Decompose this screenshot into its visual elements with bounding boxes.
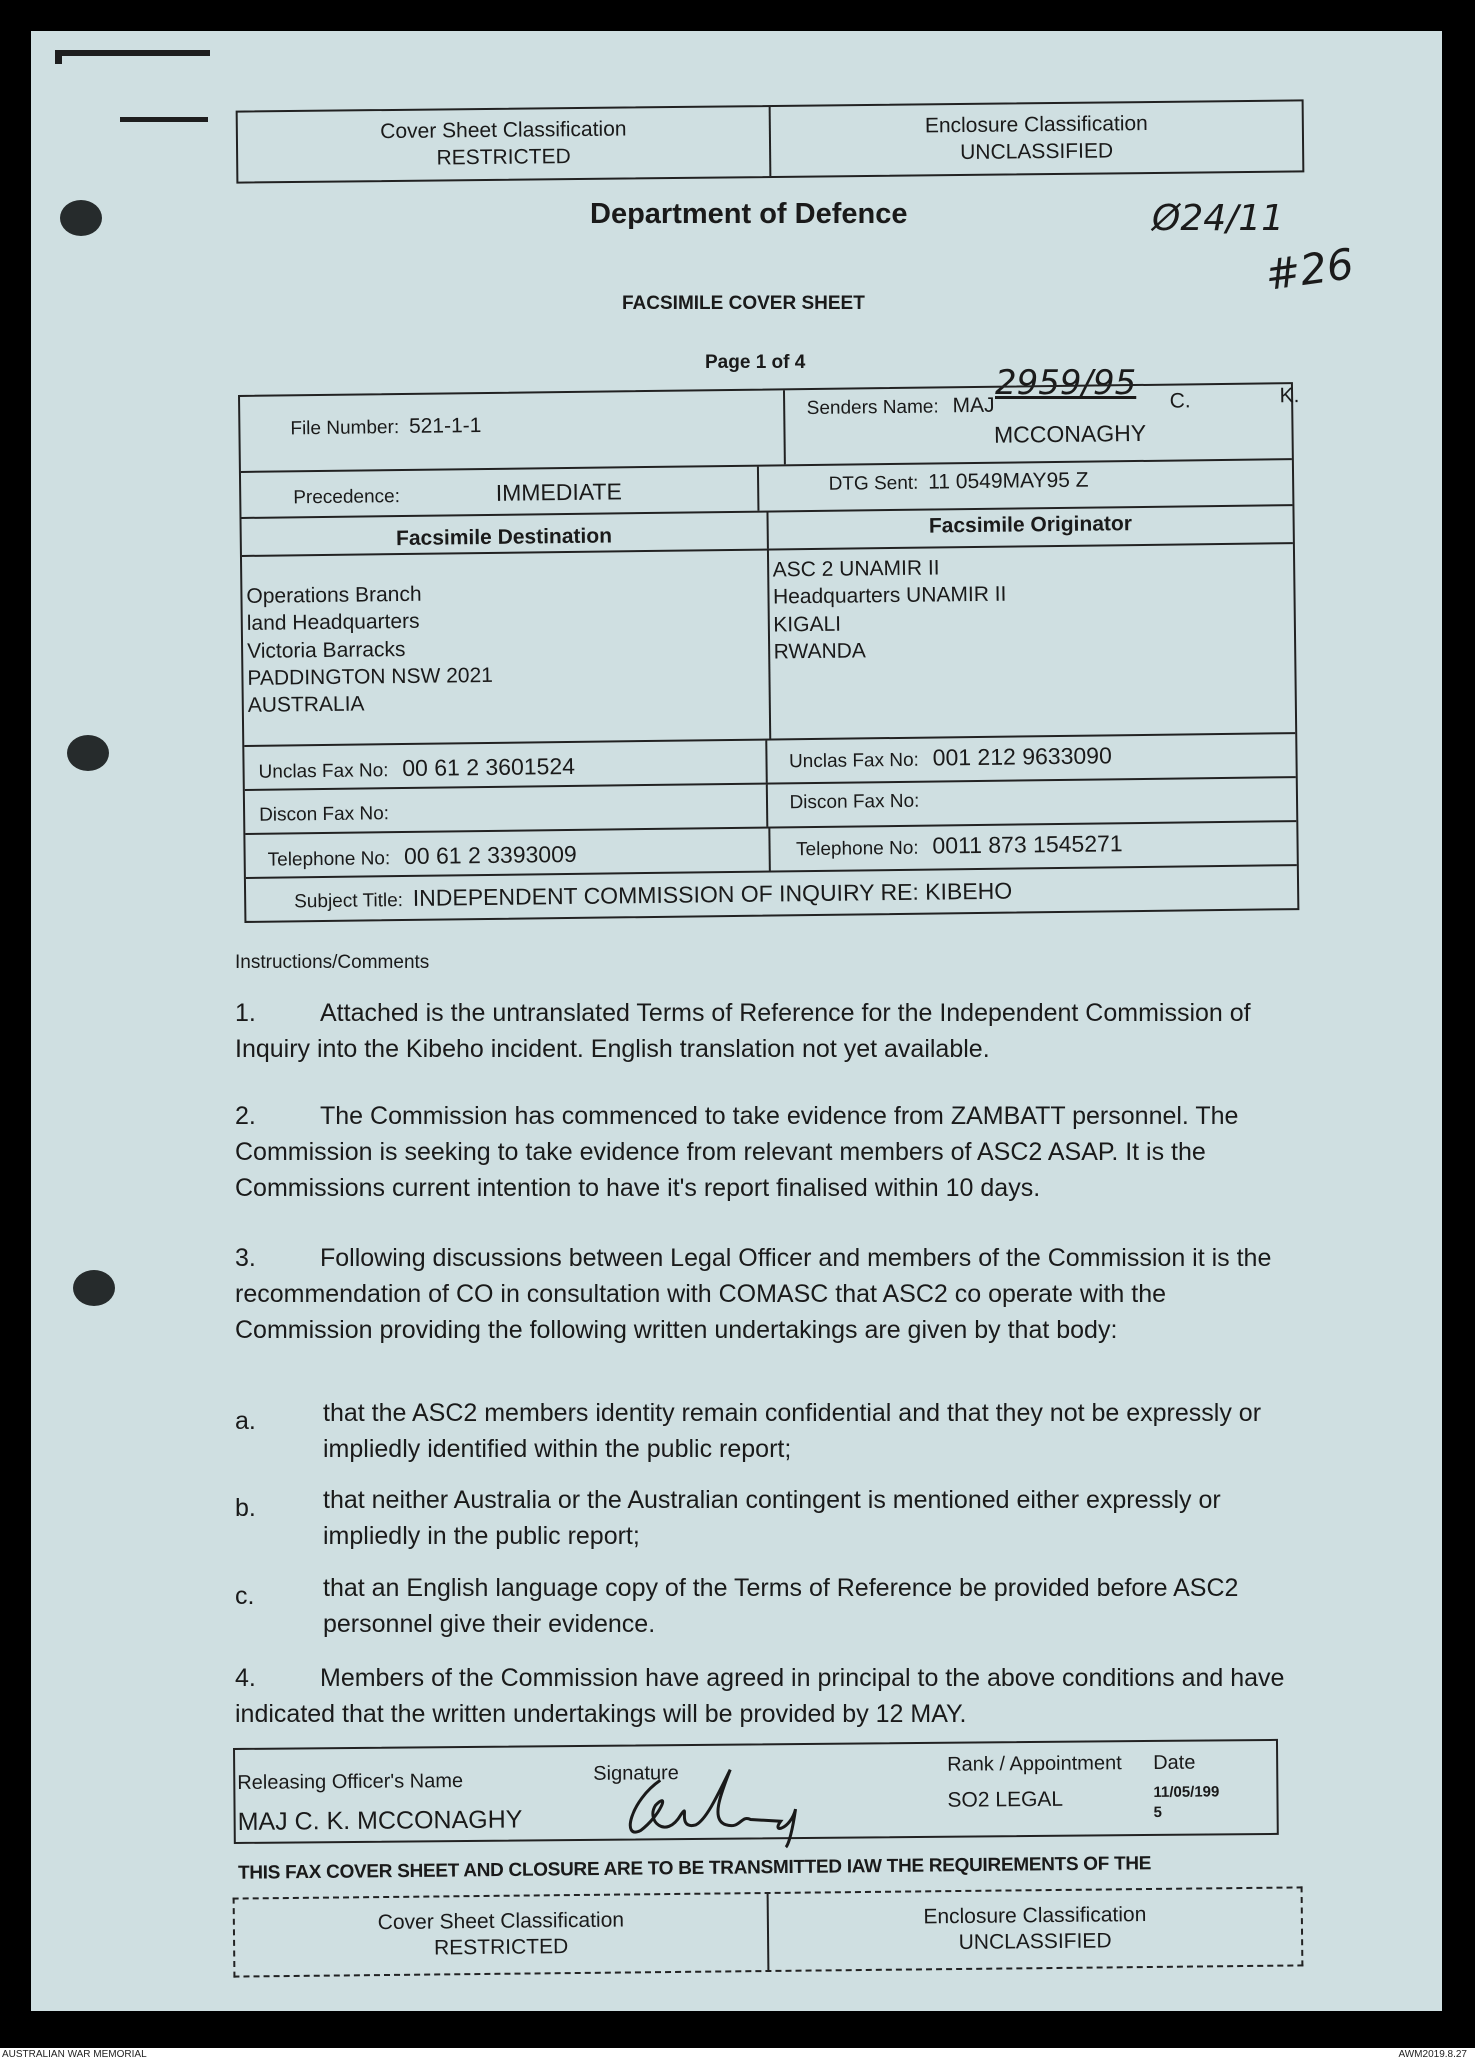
date-value-line-1: 11/05/199 — [1153, 1783, 1220, 1801]
signature-scribble — [620, 1759, 811, 1851]
footer-enclosure-classification-value: UNCLASSIFIED — [958, 1929, 1112, 1955]
handwritten-number-tag: #26 — [1262, 239, 1357, 300]
dest-unclas-fax-value: 00 61 2 3601524 — [402, 752, 576, 782]
file-number-value: 521-1-1 — [408, 414, 482, 438]
sub-item-text: that neither Australia or the Australian contingent is mentioned either expressly or impliedly in the public report; — [323, 1486, 1221, 1550]
paragraph-text: Following discussions between Legal Officer and members of the Commission it is the recommendation of CO in consultation with COMASC that ASC2 co operate with the Commission providing the following written undertakings are given by that body: — [235, 1244, 1272, 1344]
originator-line: KIGALI — [773, 612, 842, 637]
senders-name-surname: MCCONAGHY — [993, 419, 1147, 448]
senders-name-initial-2: K. — [1279, 384, 1300, 408]
punch-hole-1 — [60, 200, 102, 236]
destination-line: Victoria Barracks — [246, 637, 406, 663]
archive-footer — [0, 2048, 1475, 2061]
corner-mark-top — [55, 50, 210, 56]
cover-sheet-classification-label: Cover Sheet Classification — [380, 117, 627, 144]
footer-enclosure-classification — [767, 1888, 1302, 1970]
originator-line: ASC 2 UNAMIR II — [772, 556, 940, 582]
releasing-officer-label: Releasing Officer's Name — [237, 1769, 464, 1794]
corner-mark-top-tick — [55, 50, 62, 64]
cover-sheet-classification-value: RESTRICTED — [436, 144, 571, 169]
rank-appointment-value: SO2 LEGAL — [947, 1787, 1064, 1812]
file-number-label: File Number: — [290, 417, 400, 440]
page-title: Department of Defence — [590, 198, 908, 230]
orig-telephone-value: 0011 873 1545271 — [932, 830, 1123, 859]
subject-title-label: Subject Title: — [294, 890, 404, 913]
page-number: Page 1 of 4 — [705, 352, 806, 373]
bottom-classification-box — [233, 1886, 1304, 1977]
archive-footer-right: AWM2019.8.27 — [1398, 2049, 1467, 2060]
instructions-label: Instructions/Comments — [235, 952, 430, 973]
sub-item-c — [235, 1570, 1295, 1642]
corner-mark-second — [120, 117, 208, 122]
footer-cover-sheet-classification — [235, 1894, 768, 1976]
dest-telephone-value: 00 61 2 3393009 — [403, 840, 577, 870]
destination-address — [242, 551, 769, 745]
date-label: Date — [1153, 1751, 1196, 1774]
destination-line: Operations Branch — [246, 582, 422, 608]
dest-unclas-fax-label: Unclas Fax No: — [258, 760, 389, 783]
date-value-line-2: 5 — [1153, 1803, 1163, 1821]
orig-discon-fax-cell — [765, 778, 1296, 826]
orig-discon-fax-label: Discon Fax No: — [789, 790, 920, 814]
sub-item-a — [235, 1395, 1295, 1467]
orig-telephone-cell — [768, 822, 1297, 870]
footer-enclosure-classification-label: Enclosure Classification — [923, 1902, 1147, 1929]
releasing-officer-box — [233, 1739, 1279, 1844]
originator-line: Headquarters UNAMIR II — [772, 582, 1007, 609]
orig-unclas-fax-cell — [765, 734, 1296, 782]
punch-hole-2 — [67, 735, 109, 771]
destination-line: land Headquarters — [246, 610, 420, 636]
footer-cover-sheet-classification-value: RESTRICTED — [433, 1935, 569, 1960]
paragraph-4 — [235, 1660, 1295, 1732]
rank-appointment-label: Rank / Appointment — [947, 1752, 1122, 1776]
document-subtitle: FACSIMILE COVER SHEET — [622, 293, 865, 314]
senders-name-initial-1: C. — [1169, 389, 1191, 413]
precedence-cell — [241, 467, 757, 517]
dest-discon-fax-cell — [245, 785, 766, 833]
paragraph-1 — [235, 995, 1295, 1067]
sub-item-letter: b. — [235, 1494, 256, 1522]
punch-hole-3 — [73, 1270, 115, 1306]
paragraph-text: Members of the Commission have agreed in principal to the above conditions and have indicated that the written undertakings will be provided by 12 MAY. — [235, 1664, 1285, 1728]
fax-details-table — [238, 382, 1299, 923]
paragraph-number: 1. — [235, 999, 256, 1027]
dtg-sent-cell — [756, 460, 1292, 511]
paragraph-3 — [235, 1240, 1295, 1348]
paragraph-number: 3. — [235, 1244, 256, 1272]
enclosure-classification-label: Enclosure Classification — [924, 112, 1148, 138]
senders-name-label: Senders Name: — [806, 396, 939, 420]
cover-sheet-classification — [238, 107, 770, 182]
file-number-cell — [240, 390, 783, 471]
transmit-notice: THIS FAX COVER SHEET AND CLOSURE ARE TO BE TRANSMITTED IAW THE REQUIREMENTS OF THE — [237, 1853, 1152, 1884]
footer-cover-sheet-classification-label: Cover Sheet Classification — [377, 1908, 625, 1934]
sub-item-text: that the ASC2 members identity remain confidential and that they not be expressly or impliedly identified within the public report; — [323, 1399, 1262, 1463]
dtg-sent-label: DTG Sent: — [828, 472, 919, 495]
senders-name-rank: MAJ — [952, 393, 995, 418]
top-classification-box — [236, 99, 1305, 183]
handwritten-ref-top: Ø24/11 — [1152, 198, 1285, 239]
paragraph-number: 4. — [235, 1664, 256, 1692]
enclosure-classification — [769, 101, 1303, 176]
sub-item-b — [235, 1482, 1295, 1554]
paragraph-number: 2. — [235, 1102, 256, 1130]
destination-line: AUSTRALIA — [247, 692, 365, 718]
precedence-label: Precedence: — [293, 486, 401, 509]
enclosure-classification-value: UNCLASSIFIED — [960, 138, 1114, 164]
originator-address — [766, 544, 1295, 738]
orig-unclas-fax-value: 001 212 9633090 — [932, 742, 1112, 771]
dest-telephone-cell — [245, 829, 768, 877]
paragraph-2 — [235, 1098, 1295, 1206]
dest-discon-fax-label: Discon Fax No: — [259, 803, 390, 826]
sub-item-letter: c. — [235, 1582, 255, 1610]
dest-unclas-fax-cell — [244, 741, 765, 789]
orig-telephone-label: Telephone No: — [795, 837, 919, 861]
facsimile-destination-header: Facsimile Destination — [395, 524, 613, 551]
orig-unclas-fax-label: Unclas Fax No: — [788, 749, 920, 773]
precedence-value: IMMEDIATE — [495, 478, 622, 506]
destination-line: PADDINGTON NSW 2021 — [247, 663, 494, 690]
subject-title-value: INDEPENDENT COMMISSION OF INQUIRY RE: KIBEHO — [412, 877, 1013, 911]
originator-line: RWANDA — [773, 639, 866, 664]
dtg-sent-value: 11 0549MAY95 Z — [928, 468, 1089, 494]
facsimile-originator-header: Facsimile Originator — [766, 506, 1293, 548]
archive-footer-left: AUSTRALIAN WAR MEMORIAL — [2, 2049, 147, 2060]
dest-telephone-label: Telephone No: — [267, 848, 391, 871]
signature-label: Signature — [593, 1762, 679, 1785]
sub-item-text: that an English language copy of the Terms of Reference be provided before ASC2 personnel give their evidence. — [323, 1574, 1239, 1638]
handwritten-file-ref: 2959/95 — [995, 363, 1137, 403]
paragraph-text: The Commission has commenced to take evidence from ZAMBATT personnel. The Commission is seeking to take evidence from relevant members of ASC2 ASAP. It is the Commissions current intention to have it's report finalised within 10 days. — [235, 1102, 1239, 1202]
sub-item-letter: a. — [235, 1407, 256, 1435]
releasing-officer-value: MAJ C. K. MCCONAGHY — [237, 1805, 523, 1836]
senders-name-cell — [782, 384, 1300, 464]
paragraph-text: Attached is the untranslated Terms of Reference for the Independent Commission of Inquiry into the Kibeho incident. English translation not yet available. — [235, 999, 1251, 1063]
